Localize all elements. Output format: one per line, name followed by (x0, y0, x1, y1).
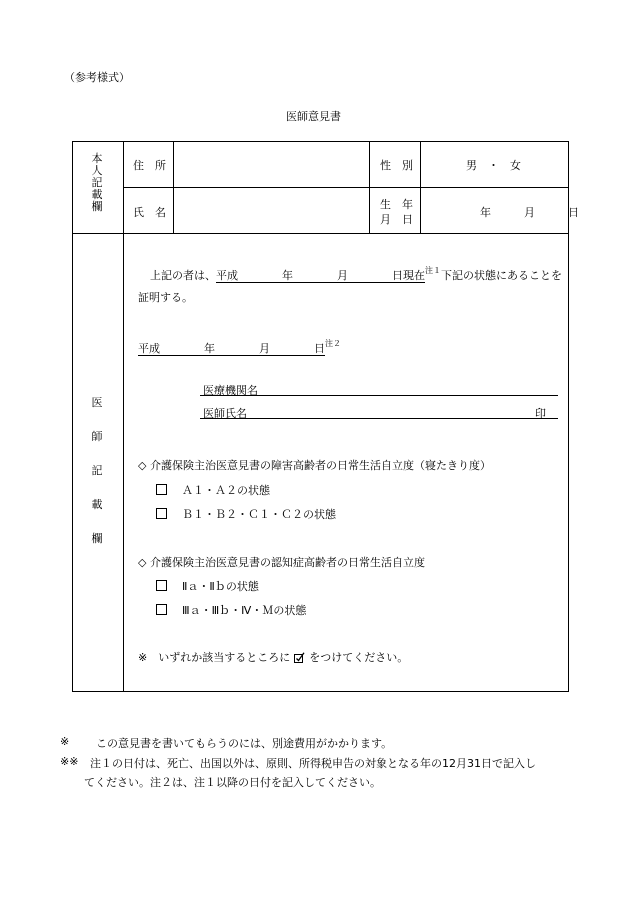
name-field[interactable] (180, 204, 365, 218)
q1-option-b[interactable] (156, 506, 336, 522)
q2-title: ◇ 介護保険主治医意見書の認知症高齢者の日常生活自立度 (138, 556, 425, 569)
form-type-label: （参考様式） (64, 71, 130, 84)
statement-date[interactable]: 平成 年 月 日現在 (216, 269, 425, 282)
statement-line1 (150, 265, 562, 283)
doctor-section-label: 医 師 記 載 欄 (91, 396, 103, 545)
note2-marker: 注２ (325, 339, 341, 348)
footnote-a-mark: ※ (60, 735, 70, 748)
birth-date-field[interactable]: 年 月 日 (480, 206, 579, 219)
doctor-name-field-line[interactable] (200, 418, 558, 419)
checkbox[interactable] (156, 508, 167, 519)
page-title: 医師意見書 (286, 110, 341, 123)
footnote-a-text: この意見書を書いてもらうのには、別途費用がかかります。 (96, 737, 393, 750)
institution-label: 医療機関名 (203, 384, 258, 397)
birth-label-line1: 生 年 (380, 198, 413, 211)
note1-marker: 注１ (425, 266, 441, 275)
q1-option-b-label: Ｂ１・Ｂ２・Ｃ１・Ｃ２の状態 (182, 508, 336, 521)
instruction-suffix: をつけてください。 (309, 651, 409, 664)
self-section-label: 本 人 記 載 欄 (91, 152, 103, 213)
q1-option-a-label: Ａ１・Ａ２の状態 (182, 484, 270, 497)
checkbox[interactable] (156, 580, 167, 591)
certification-date[interactable] (138, 338, 341, 356)
q2-option-b-label: Ⅲａ・Ⅲｂ・Ⅳ・Ｍの状態 (182, 604, 307, 617)
birth-label-line2: 月 日 (380, 213, 413, 226)
statement-suffix: 下記の状態にあることを (441, 269, 562, 282)
sex-label: 性 別 (380, 159, 413, 172)
doctor-name-label: 医師氏名 (203, 407, 247, 420)
opinion-form-table (72, 141, 569, 692)
checkbox[interactable] (156, 604, 167, 615)
statement-prefix: 上記の者は、 (150, 269, 216, 282)
footnote-b-line2: てください。注２は、注１以降の日付を記入してください。 (84, 776, 381, 789)
address-label: 住 所 (133, 159, 166, 172)
institution-field-line[interactable] (200, 395, 558, 396)
q1-option-a[interactable] (156, 482, 270, 498)
name-label: 氏 名 (133, 206, 166, 219)
checkmark-icon (294, 652, 305, 663)
cert-date-text[interactable]: 平成 年 月 日 (138, 342, 325, 355)
instruction (138, 649, 408, 665)
statement-line2: 証明する。 (138, 291, 193, 304)
footnote-b-line1: 注１の日付は、死亡、出国以外は、原則、所得税申告の対象となる年の12月31日で記入し (90, 757, 536, 770)
address-field[interactable] (180, 157, 365, 171)
seal-label: 印 (535, 407, 546, 420)
q2-option-b[interactable] (156, 602, 306, 618)
checkbox[interactable] (156, 484, 167, 495)
q2-option-a-label: Ⅱａ・Ⅱｂの状態 (182, 580, 259, 593)
instruction-prefix: ※ いずれか該当するところに (138, 651, 291, 664)
q1-title: ◇ 介護保険主治医意見書の障害高齢者の日常生活自立度（寝たきり度） (138, 459, 491, 472)
footnote-b-mark: ※※ (60, 755, 79, 768)
q2-option-a[interactable] (156, 578, 259, 594)
sex-options[interactable]: 男 ・ 女 (466, 159, 521, 172)
